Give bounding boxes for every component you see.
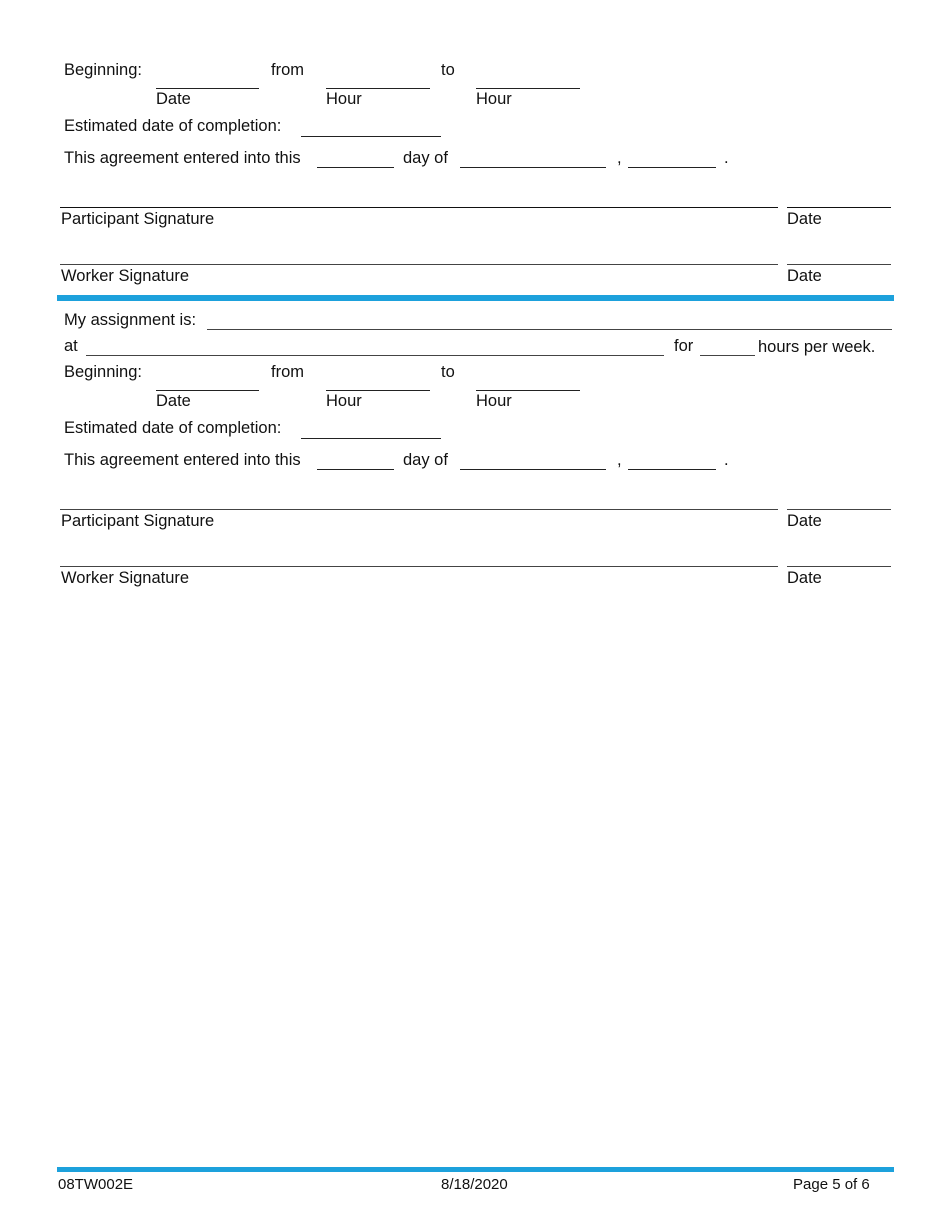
worker-date-label: Date [787,267,822,285]
hours-per-week-label: hours per week. [758,338,876,356]
worker-signature-line[interactable] [60,264,778,265]
form-code: 08TW002E [58,1176,134,1193]
participant-signature-label: Participant Signature [61,210,215,228]
agreement-month-field[interactable] [460,469,606,470]
comma: , [617,451,622,469]
worker-date-label: Date [787,569,822,587]
day-of-label: day of [403,451,448,469]
from-hour-field[interactable] [326,88,430,89]
completion-label: Estimated date of completion: [64,117,282,135]
completion-date-field[interactable] [301,438,441,439]
agreement-prefix: This agreement entered into this [64,149,301,167]
location-field[interactable] [86,355,664,356]
period: . [724,149,729,167]
hours-field[interactable] [700,355,755,356]
participant-signature-label: Participant Signature [61,512,215,530]
hour-caption: Hour [476,90,512,108]
worker-signature-label: Worker Signature [61,569,190,587]
beginning-date-field[interactable] [156,390,259,391]
agreement-year-field[interactable] [628,167,716,168]
worker-signature-label: Worker Signature [61,267,190,285]
worker-date-line[interactable] [787,264,891,265]
at-label: at [64,337,78,355]
date-caption: Date [156,392,191,410]
participant-signature-line[interactable] [60,207,778,208]
footer-rule [57,1167,894,1172]
assignment-label: My assignment is: [64,311,197,329]
hour-caption: Hour [326,392,362,410]
for-label: for [674,337,694,355]
section-divider [57,295,894,301]
agreement-year-field[interactable] [628,469,716,470]
participant-date-label: Date [787,210,822,228]
participant-signature-line[interactable] [60,509,778,510]
to-hour-field[interactable] [476,390,580,391]
revision-date: 8/18/2020 [441,1176,508,1193]
from-label: from [271,61,304,79]
comma: , [617,149,622,167]
agreement-month-field[interactable] [460,167,606,168]
participant-date-line[interactable] [787,207,891,208]
from-label: from [271,363,304,381]
worker-date-line[interactable] [787,566,891,567]
beginning-label: Beginning: [64,61,142,79]
from-hour-field[interactable] [326,390,430,391]
agreement-prefix: This agreement entered into this [64,451,301,469]
to-label: to [441,61,455,79]
to-label: to [441,363,455,381]
beginning-label: Beginning: [64,363,142,381]
agreement-day-field[interactable] [317,469,394,470]
period: . [724,451,729,469]
day-of-label: day of [403,149,448,167]
completion-label: Estimated date of completion: [64,419,282,437]
agreement-day-field[interactable] [317,167,394,168]
worker-signature-line[interactable] [60,566,778,567]
hour-caption: Hour [326,90,362,108]
to-hour-field[interactable] [476,88,580,89]
date-caption: Date [156,90,191,108]
participant-date-line[interactable] [787,509,891,510]
completion-date-field[interactable] [301,136,441,137]
hour-caption: Hour [476,392,512,410]
assignment-field[interactable] [207,329,892,330]
participant-date-label: Date [787,512,822,530]
beginning-date-field[interactable] [156,88,259,89]
page-number: Page 5 of 6 [793,1176,870,1193]
